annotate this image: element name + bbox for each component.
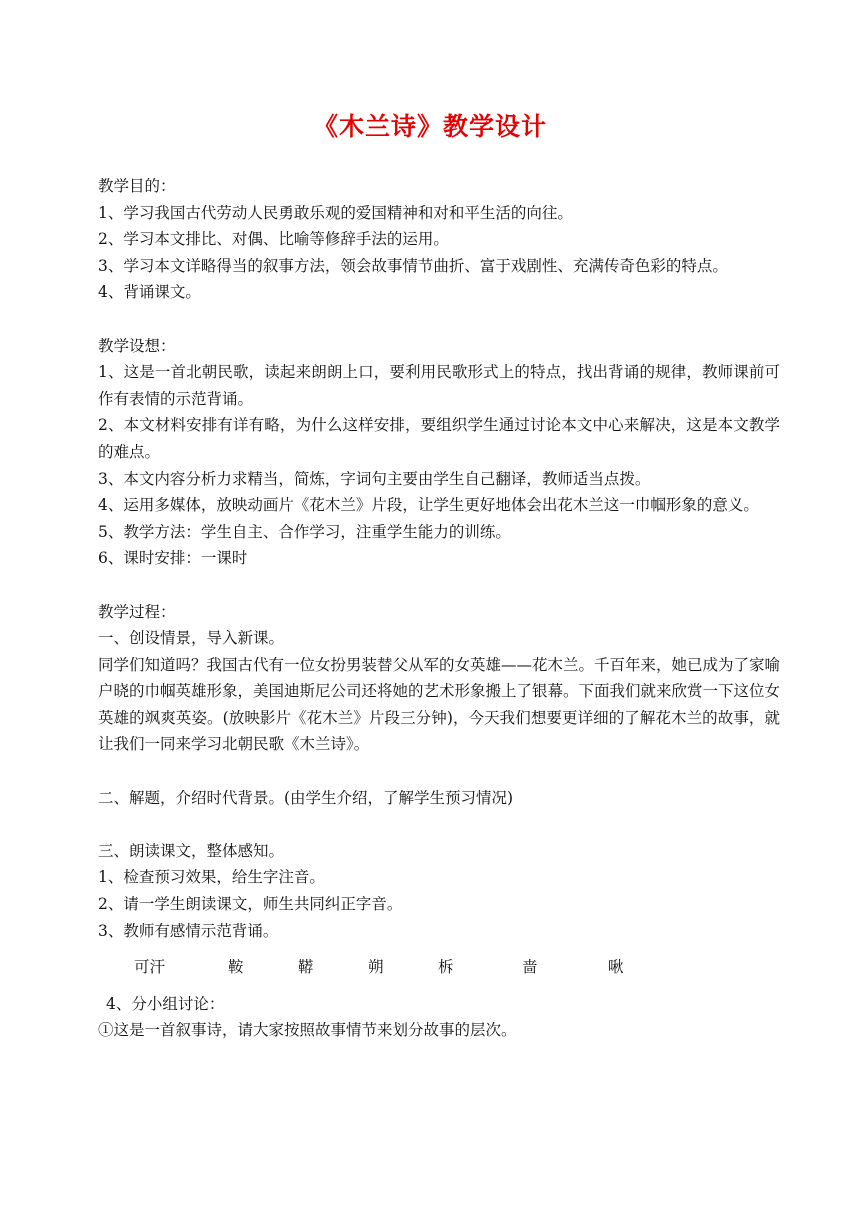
process-step-item: 3、教师有感情示范背诵。 [98,921,279,940]
goal-item: 4、背诵课文。 [98,283,201,302]
process-step-title: 二、解题，介绍时代背景。(由学生介绍，了解学生预习情况) [98,788,514,807]
section-heading-goals: 教学目的： [98,177,176,195]
character-word: 鞯 [298,958,314,977]
process-step-item: 1、检查预习效果，给生字注音。 [98,868,325,887]
document-body [98,173,780,1044]
design-item: 6、课时安排：一课时 [98,549,248,568]
goal-item: 1、学习我国古代劳动人民勇敢乐观的爱国精神和对和平生活的向往。 [98,203,573,222]
design-item: 2、本文材料安排有详有略，为什么这样安排，要组织学生通过讨论本文中心来解决，这是本文教学的难点。 [98,416,780,461]
goal-item: 3、学习本文详略得当的叙事方法，领会故事情节曲折、富于戏剧性、充满传奇色彩的特点。 [98,256,728,275]
design-item: 1、这是一首北朝民歌，读起来朗朗上口，要利用民歌形式上的特点，找出背诵的规律，教师课前可作有表情的示范背诵。 [98,363,780,408]
process-step-item: ①这是一首叙事诗，请大家按照故事情节来划分故事的层次。 [98,1021,517,1040]
character-word: 啾 [608,958,624,977]
character-word: 鞍 [228,958,244,977]
character-list [98,954,780,981]
process-step-title: 一、创设情景，导入新课。 [98,629,285,648]
design-item: 5、教学方法：学生自主、合作学习，注重学生能力的训练。 [98,522,511,541]
design-item: 3、本文内容分析力求精当，简炼，字词句主要由学生自己翻译，教师适当点拨。 [98,469,651,488]
character-word: 可汗 [134,958,166,977]
design-item: 4、运用多媒体，放映动画片《花木兰》片段，让学生更好地体会出花木兰这一巾帼形象的意义。 [98,496,759,515]
character-word: 柝 [438,958,454,977]
goal-item: 2、学习本文排比、对偶、比喻等修辞手法的运用。 [98,230,449,249]
process-step-text: 同学们知道吗？我国古代有一位女扮男装替父从军的女英雄——花木兰。千百年来，她已成为了家喻户晓的巾帼英雄形象，美国迪斯尼公司还将她的艺术形象搬上了银幕。下面我们就来欣赏一下这位女英雄的飒爽英姿。(放映影片《花木兰》片段三分钟)，今天我们想要更详细的了解花木兰的故事，就让我们一同来学习北朝民歌《木兰诗》。 [98,655,781,754]
process-step-title: 4、分小组讨论： [106,994,225,1013]
character-word: 啬 [522,958,538,977]
process-step-title: 三、朗读课文，整体感知。 [98,841,285,860]
document-title: 《木兰诗》教学设计 [312,112,547,141]
section-heading-design: 教学设想： [98,336,176,355]
section-heading-process: 教学过程： [98,602,176,621]
process-step-item: 2、请一学生朗读课文，师生共同纠正字音。 [98,895,403,914]
character-word: 朔 [368,958,384,977]
